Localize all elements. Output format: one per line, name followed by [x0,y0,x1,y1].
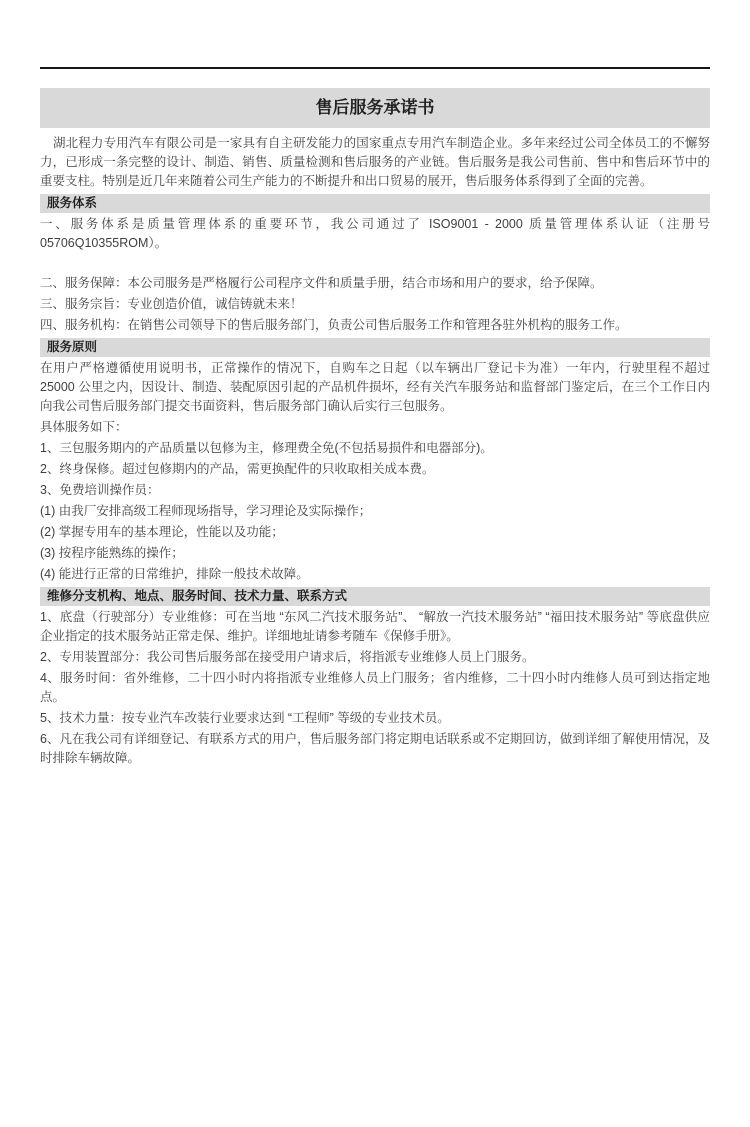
training-subitem-4: (4) 能进行正常的日常维护，排除一般技术故障。 [40,567,309,581]
service-system-item-3: 三、服务宗旨：专业创造价值，诚信铸就未来！ [40,297,303,311]
service-detail-item-3: 3、免费培训操作员： [40,483,160,497]
service-principles-paragraph: 在用户严格遵循使用说明书，正常操作的情况下，自购车之日起（以车辆出厂登记卡为准）一年内，行驶里程不超过 25000 公里之内，因设计、制造、装配原因引起的产品机件损坏，经有关汽车服务站和监督部门鉴定后，在三个工作日内向我公司售后服务部门提交书面资料，售后服务部门确认后实行三包服务。 [40,361,710,413]
maintenance-item-1: 1、底盘（行驶部分）专业维修：可在当地 “东风二汽技术服务站”、 “解放一汽技术服务站” “福田技术服务站” 等底盘供应企业指定的技术服务站正常走保、维护。详细地址请参考随车《保修手册》。 [40,610,710,643]
top-horizontal-rule [40,67,710,69]
page-title: 售后服务承诺书 [40,88,710,128]
maintenance-item-6: 6、凡在我公司有详细登记、有联系方式的用户，售后服务部门将定期电话联系或不定期回访，做到详细了解使用情况，及时排除车辆故障。 [40,732,710,765]
maintenance-item-2: 2、专用装置部分：我公司售后服务部在接受用户请求后，将指派专业维修人员上门服务。 [40,650,535,664]
training-subitem-2: (2) 掌握专用车的基本理论，性能以及功能； [40,525,284,539]
service-system-item-4: 四、服务机构：在销售公司领导下的售后服务部门，负责公司售后服务工作和管理各驻外机构的服务工作。 [40,318,628,332]
training-subitem-3: (3) 按程序能熟练的操作； [40,546,184,560]
service-details-lead-in: 具体服务如下： [40,420,128,434]
service-detail-item-2: 2、终身保修。超过包修期内的产品，需更换配件的只收取相关成本费。 [40,462,435,476]
section-heading-service-principles: 服务原则 [40,338,710,357]
service-system-item-1: 一、服务体系是质量管理体系的重要环节，我公司通过了 ISO9001 - 2000 质量管理体系认证（注册号 05706Q10355ROM）。 [40,217,710,250]
document-page [0,67,750,768]
service-system-item-2: 二、服务保障：本公司服务是严格履行公司程序文件和质量手册，结合市场和用户的要求，给予保障。 [40,276,603,290]
section-heading-service-system: 服务体系 [40,194,710,213]
service-detail-item-1: 1、三包服务期内的产品质量以包修为主，修理费全免(不包括易损件和电器部分)。 [40,441,493,455]
intro-paragraph: 湖北程力专用汽车有限公司是一家具有自主研发能力的国家重点专用汽车制造企业。多年来经过公司全体员工的不懈努力，已形成一条完整的设计、制造、销售、质量检测和售后服务的产业链。售后服务是我公司售前、售中和售后环节中的重要支柱。特别是近几年来随着公司生产能力的不断提升和出口贸易的展开，售后服务体系得到了全面的完善。 [40,136,710,188]
training-subitem-1: (1) 由我厂安排高级工程师现场指导，学习理论及实际操作； [40,504,372,518]
maintenance-item-4: 4、服务时间：省外维修，二十四小时内将指派专业维修人员上门服务；省内维修，二十四小时内维修人员可到达指定地点。 [40,671,710,704]
maintenance-item-5: 5、技术力量：按专业汽车改装行业要求达到 “工程师” 等级的专业技术员。 [40,711,450,725]
section-heading-maintenance-contact: 维修分支机构、地点、服务时间、技术力量、联系方式 [40,587,710,606]
blank-line [40,253,710,272]
